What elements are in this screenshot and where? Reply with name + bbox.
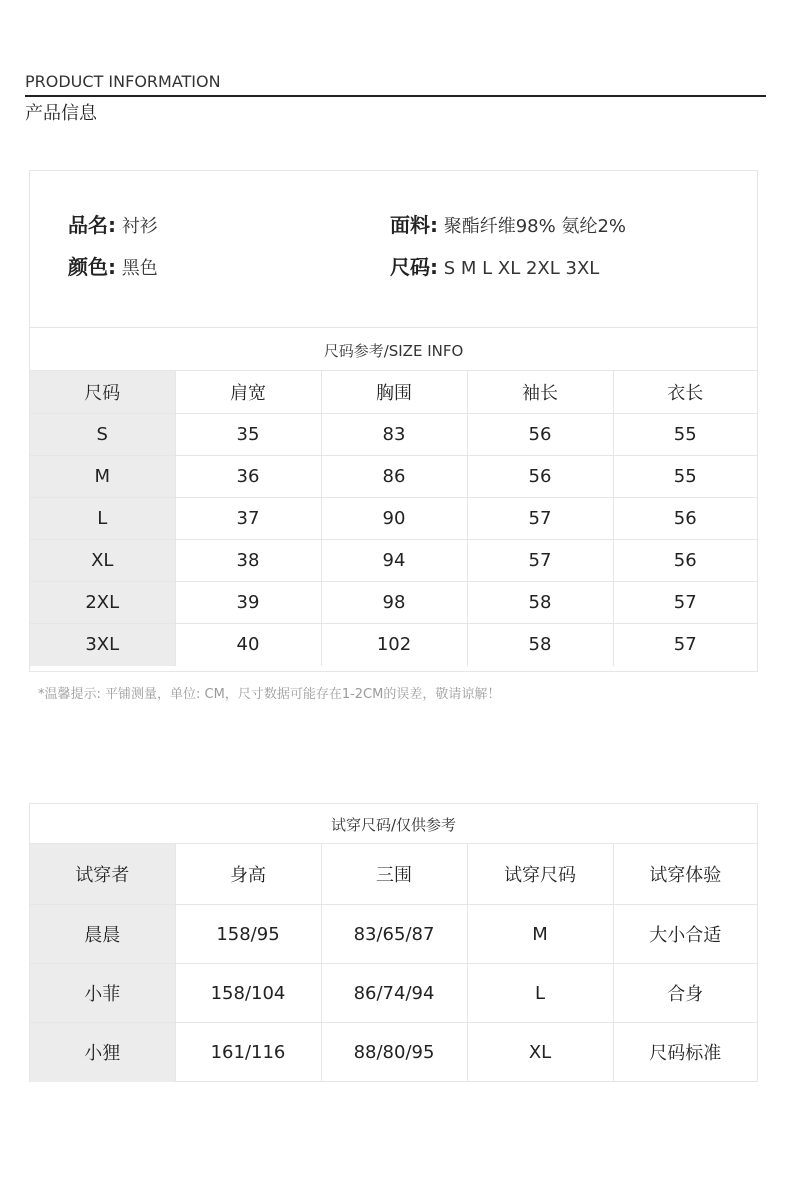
product-sizes	[390, 251, 599, 280]
table-row	[30, 964, 757, 1023]
table-cell: 38	[175, 540, 321, 582]
info-divider	[30, 327, 757, 328]
table-cell: 83/65/87	[321, 905, 467, 964]
table-cell: 57	[467, 540, 613, 582]
table-header-row	[30, 371, 757, 414]
try-on-card	[29, 803, 758, 1082]
try-on-table	[30, 843, 757, 1082]
table-cell: 158/104	[175, 964, 321, 1023]
measurement-note: *温馨提示: 平铺测量，单位: CM，尺寸数据可能存在1-2CM的误差，敬请谅解！	[38, 687, 501, 702]
table-cell: 36	[175, 456, 321, 498]
table-cell: 58	[467, 582, 613, 624]
table-cell: 大小合适	[613, 905, 757, 964]
product-fabric-key: 面料:	[390, 213, 438, 237]
table-cell: 55	[613, 414, 757, 456]
table-cell: 158/95	[175, 905, 321, 964]
table-row	[30, 456, 757, 498]
product-name-value: 衬衫	[121, 216, 158, 237]
table-cell: 57	[613, 624, 757, 666]
table-cell: 86/74/94	[321, 964, 467, 1023]
table-header-cell: 胸围	[321, 371, 467, 414]
table-cell: 98	[321, 582, 467, 624]
table-header-cell: 衣长	[613, 371, 757, 414]
product-color-value: 黑色	[121, 258, 158, 279]
table-cell: 尺码标准	[613, 1023, 757, 1082]
product-sizes-key: 尺码:	[390, 255, 438, 279]
table-cell: M	[467, 905, 613, 964]
table-cell: 94	[321, 540, 467, 582]
table-header-row	[30, 844, 757, 905]
try-table-title: 试穿尺码/仅供参考	[330, 816, 457, 834]
table-cell: XL	[30, 540, 175, 582]
table-header-cell: 袖长	[467, 371, 613, 414]
size-table	[30, 370, 757, 666]
table-row	[30, 624, 757, 666]
table-header-cell: 试穿尺码	[467, 844, 613, 905]
table-cell: 56	[613, 498, 757, 540]
table-row	[30, 540, 757, 582]
table-header-cell: 试穿者	[30, 844, 175, 905]
table-cell: 56	[467, 456, 613, 498]
table-cell: L	[467, 964, 613, 1023]
table-cell: 小狸	[30, 1023, 175, 1082]
table-cell: 小菲	[30, 964, 175, 1023]
table-cell: 88/80/95	[321, 1023, 467, 1082]
table-cell: 161/116	[175, 1023, 321, 1082]
table-cell: 55	[613, 456, 757, 498]
product-color	[68, 251, 158, 280]
table-cell: 39	[175, 582, 321, 624]
size-table-title: 尺码参考/SIZE INFO	[323, 342, 464, 360]
table-cell: 3XL	[30, 624, 175, 666]
table-cell: 56	[467, 414, 613, 456]
table-cell: M	[30, 456, 175, 498]
table-row	[30, 498, 757, 540]
product-name-key: 品名:	[68, 213, 116, 237]
table-cell: 102	[321, 624, 467, 666]
table-row	[30, 582, 757, 624]
table-cell: 57	[467, 498, 613, 540]
table-cell: 40	[175, 624, 321, 666]
table-row	[30, 1023, 757, 1082]
table-row	[30, 905, 757, 964]
table-cell: S	[30, 414, 175, 456]
product-fabric-value: 聚酯纤维98% 氨纶2%	[443, 216, 627, 237]
table-header-cell: 身高	[175, 844, 321, 905]
table-header-cell: 三围	[321, 844, 467, 905]
table-cell: 83	[321, 414, 467, 456]
table-cell: 37	[175, 498, 321, 540]
table-cell: 合身	[613, 964, 757, 1023]
header-divider	[25, 95, 766, 97]
table-row	[30, 414, 757, 456]
table-cell: 56	[613, 540, 757, 582]
table-cell: L	[30, 498, 175, 540]
table-cell: 90	[321, 498, 467, 540]
table-cell: 86	[321, 456, 467, 498]
table-cell: 58	[467, 624, 613, 666]
table-cell: 晨晨	[30, 905, 175, 964]
table-header-cell: 肩宽	[175, 371, 321, 414]
header-title-cn: 产品信息	[25, 103, 97, 124]
header-title-en: PRODUCT INFORMATION	[25, 72, 221, 91]
product-attributes	[30, 171, 757, 328]
product-name	[68, 209, 158, 238]
product-sizes-value: S M L XL 2XL 3XL	[443, 258, 600, 279]
table-cell: 2XL	[30, 582, 175, 624]
table-header-cell: 试穿体验	[613, 844, 757, 905]
table-header-cell: 尺码	[30, 371, 175, 414]
table-cell: 35	[175, 414, 321, 456]
table-cell: 57	[613, 582, 757, 624]
product-fabric	[390, 209, 626, 238]
product-info-card	[29, 170, 758, 672]
table-cell: XL	[467, 1023, 613, 1082]
product-color-key: 颜色:	[68, 255, 116, 279]
